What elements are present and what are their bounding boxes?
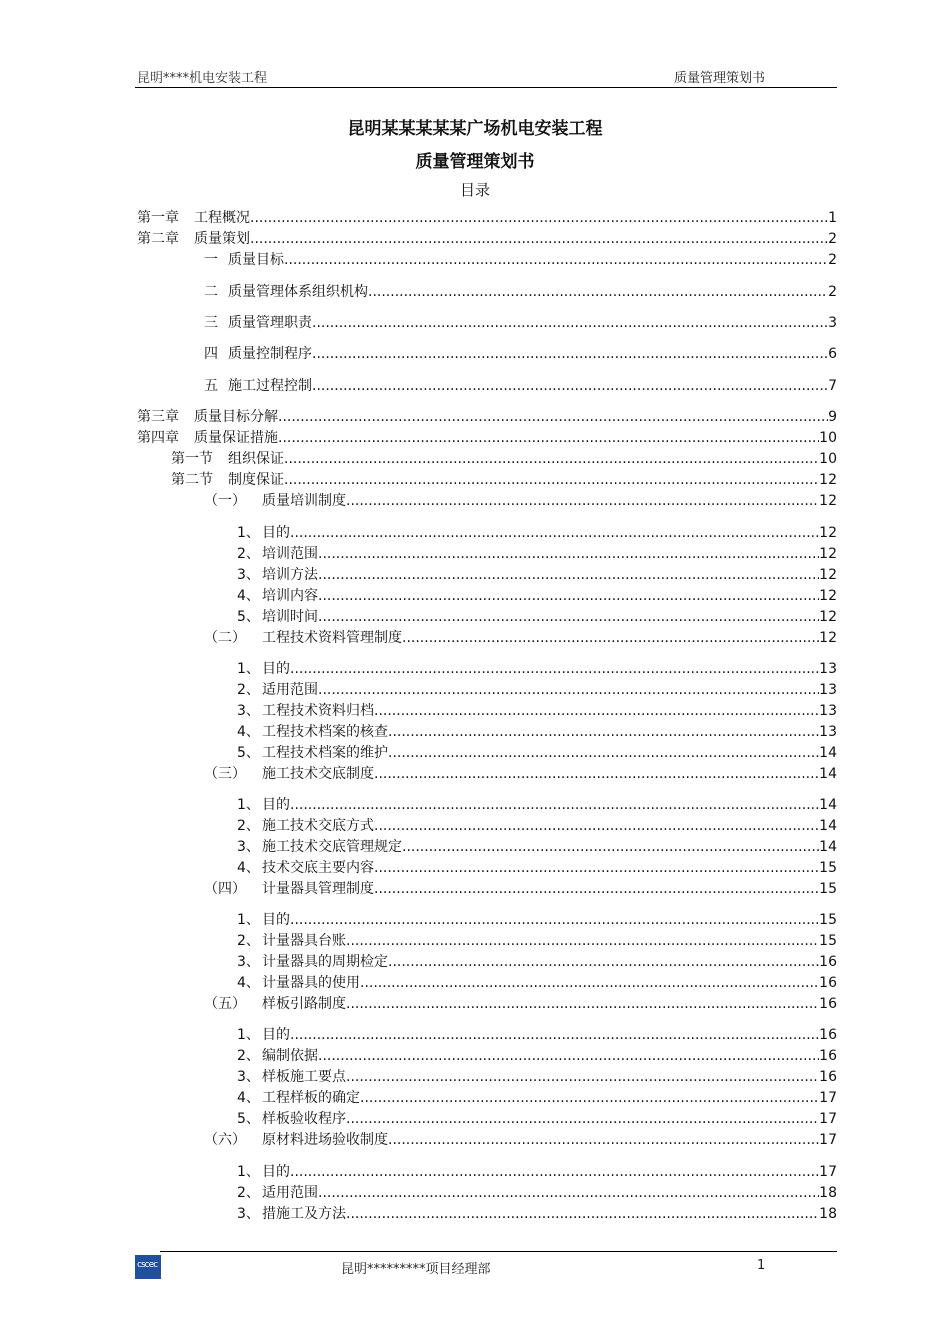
toc-entry[interactable]: [204, 376, 837, 396]
toc-entry-title: 适用范围: [262, 682, 318, 698]
toc-entry[interactable]: [204, 628, 837, 648]
toc-dot-leader: [284, 470, 819, 490]
toc-entry-number: 第三章: [137, 409, 179, 425]
toc-entry-page: 16: [819, 954, 837, 970]
toc-entry-title: 目的: [262, 912, 290, 928]
toc-dot-leader: [318, 680, 819, 700]
toc-entry[interactable]: [237, 701, 837, 721]
toc-entry-title: 工程技术资料归档: [262, 703, 374, 719]
toc-entry[interactable]: [237, 1183, 837, 1203]
toc-dot-leader: [346, 931, 819, 951]
toc-entry-number: 5、: [237, 745, 260, 761]
toc-entry[interactable]: [204, 344, 837, 364]
toc-entry-title: 技术交底主要内容: [262, 860, 374, 876]
toc-entry-title: 计量器具台账: [262, 933, 346, 949]
toc-entry[interactable]: [237, 544, 837, 564]
toc-entry-number: 2、: [237, 546, 260, 562]
toc-entry-title: 施工技术交底方式: [262, 818, 374, 834]
toc-entry-title: 原材料进场验收制度: [262, 1132, 388, 1148]
toc-entry[interactable]: [237, 1162, 837, 1182]
toc-entry-number: 第一节: [171, 451, 213, 467]
toc-entry-page: 14: [819, 745, 837, 761]
toc-entry-number: 一: [204, 252, 218, 268]
toc-entry[interactable]: [204, 879, 837, 899]
toc-entry-page: 2: [828, 284, 837, 300]
toc-entry-page: 12: [819, 567, 837, 583]
toc-entry-number: 2、: [237, 1185, 260, 1201]
toc-dot-leader: [318, 607, 819, 627]
toc-entry[interactable]: [237, 1025, 837, 1045]
toc-entry[interactable]: [237, 586, 837, 606]
toc-dot-leader: [250, 208, 828, 228]
toc-entry-title: 工程概况: [194, 210, 250, 226]
toc-entry[interactable]: [137, 229, 837, 249]
toc-entry-page: 1: [828, 210, 837, 226]
toc-entry[interactable]: [204, 994, 837, 1014]
toc-entry-page: 13: [819, 661, 837, 677]
toc-entry-title: 质量控制程序: [228, 346, 312, 362]
toc-heading: 目录: [459, 181, 490, 199]
toc-entry[interactable]: [237, 837, 837, 857]
toc-entry-page: 12: [819, 546, 837, 562]
toc-entry-number: 第二节: [171, 472, 213, 488]
toc-entry-page: 12: [819, 493, 837, 509]
toc-dot-leader: [290, 910, 819, 930]
toc-entry-page: 17: [819, 1164, 837, 1180]
toc-entry-number: 1、: [237, 912, 260, 928]
toc-entry-title: 质量目标分解: [194, 409, 278, 425]
toc-dot-leader: [402, 837, 819, 857]
toc-dot-leader: [312, 344, 828, 364]
toc-entry-title: 编制依据: [262, 1048, 318, 1064]
toc-entry-number: 三: [204, 315, 218, 331]
toc-entry-page: 14: [819, 766, 837, 782]
toc-entry-page: 15: [819, 912, 837, 928]
toc-entry-number: 3、: [237, 954, 260, 970]
toc-entry-title: 施工技术交底管理规定: [262, 839, 402, 855]
toc-entry[interactable]: [137, 208, 837, 228]
toc-entry-number: 第一章: [137, 210, 179, 226]
toc-dot-leader: [278, 407, 828, 427]
toc-entry-number: 五: [204, 378, 218, 394]
toc-entry-title: 质量目标: [228, 252, 284, 268]
toc-dot-leader: [388, 743, 819, 763]
toc-dot-leader: [374, 858, 819, 878]
toc-entry-page: 16: [819, 996, 837, 1012]
toc-entry-number: 四: [204, 346, 218, 362]
toc-entry-title: 措施工及方法: [262, 1206, 346, 1222]
toc-entry-title: 工程样板的确定: [262, 1090, 360, 1106]
footer-rule: [160, 1251, 837, 1252]
toc-entry-title: 目的: [262, 1027, 290, 1043]
toc-entry-number: 2、: [237, 818, 260, 834]
toc-dot-leader: [318, 586, 819, 606]
toc-entry-number: 二: [204, 284, 218, 300]
toc-entry-title: 质量保证措施: [194, 430, 278, 446]
toc-entry-title: 样板引路制度: [262, 996, 346, 1012]
toc-entry-page: 14: [819, 797, 837, 813]
toc-entry-page: 2: [828, 252, 837, 268]
toc-entry[interactable]: [237, 858, 837, 878]
toc-entry-number: （一）: [204, 493, 246, 509]
toc-entry[interactable]: [237, 659, 837, 679]
toc-entry-title: 质量管理职责: [228, 315, 312, 331]
toc-entry[interactable]: [237, 722, 837, 742]
toc-entry[interactable]: [237, 795, 837, 815]
toc-entry[interactable]: [237, 565, 837, 585]
toc-entry-page: 12: [819, 472, 837, 488]
toc-dot-leader: [284, 449, 819, 469]
header-left-text: 昆明****机电安装工程: [137, 71, 268, 86]
toc-entry-page: 16: [819, 1027, 837, 1043]
toc-entry-page: 15: [819, 881, 837, 897]
toc-dot-leader: [374, 701, 819, 721]
toc-entry-number: （四）: [204, 881, 246, 897]
toc-entry-title: 工程技术档案的维护: [262, 745, 388, 761]
toc-entry[interactable]: [204, 250, 837, 270]
toc-entry[interactable]: [171, 470, 837, 490]
toc-entry[interactable]: [237, 523, 837, 543]
toc-entry-page: 14: [819, 818, 837, 834]
footer-page-number: 1: [757, 1258, 766, 1273]
toc-entry[interactable]: [204, 313, 837, 333]
toc-entry-page: 16: [819, 1048, 837, 1064]
toc-dot-leader: [312, 376, 828, 396]
toc-entry-title: 培训时间: [262, 609, 318, 625]
toc-entry-number: 5、: [237, 609, 260, 625]
toc-dot-leader: [360, 973, 819, 993]
toc-entry-title: 样板验收程序: [262, 1111, 346, 1127]
toc-entry[interactable]: [237, 1088, 837, 1108]
toc-entry-number: 3、: [237, 703, 260, 719]
toc-dot-leader: [290, 659, 819, 679]
toc-entry-number: 3、: [237, 839, 260, 855]
toc-entry[interactable]: [204, 764, 837, 784]
toc-entry-page: 6: [828, 346, 837, 362]
toc-entry-number: 1、: [237, 797, 260, 813]
toc-dot-leader: [388, 1130, 819, 1150]
toc-entry-page: 13: [819, 703, 837, 719]
header-right-text: 质量管理策划书: [674, 71, 766, 86]
toc-entry[interactable]: [237, 816, 837, 836]
toc-dot-leader: [346, 1109, 819, 1129]
toc-entry-number: 1、: [237, 1164, 260, 1180]
toc-dot-leader: [402, 628, 819, 648]
toc-entry-page: 18: [819, 1185, 837, 1201]
toc-entry-title: 工程技术资料管理制度: [262, 630, 402, 646]
document-title: 昆明某某某某某广场机电安装工程: [347, 119, 603, 139]
toc-entry[interactable]: [204, 282, 837, 302]
toc-dot-leader: [388, 952, 819, 972]
toc-entry-number: 3、: [237, 1206, 260, 1222]
toc-entry-title: 质量策划: [194, 231, 250, 247]
toc-entry-page: 12: [819, 525, 837, 541]
toc-dot-leader: [318, 1046, 819, 1066]
toc-entry-title: 工程技术档案的核查: [262, 724, 388, 740]
toc-entry[interactable]: [237, 952, 837, 972]
toc-entry-number: 1、: [237, 661, 260, 677]
toc-entry-page: 15: [819, 933, 837, 949]
toc-entry-title: 施工过程控制: [228, 378, 312, 394]
toc-entry-title: 目的: [262, 1164, 290, 1180]
toc-dot-leader: [374, 879, 819, 899]
toc-entry-page: 12: [819, 630, 837, 646]
toc-entry-page: 15: [819, 860, 837, 876]
toc-dot-leader: [318, 1183, 819, 1203]
toc-dot-leader: [290, 795, 819, 815]
toc-entry-title: 计量器具的周期检定: [262, 954, 388, 970]
toc-entry-page: 14: [819, 839, 837, 855]
toc-entry[interactable]: [237, 1046, 837, 1066]
toc-entry-page: 12: [819, 609, 837, 625]
toc-entry-title: 适用范围: [262, 1185, 318, 1201]
toc-entry-number: 第四章: [137, 430, 179, 446]
toc-entry-number: 2、: [237, 1048, 260, 1064]
toc-dot-leader: [318, 544, 819, 564]
toc-dot-leader: [250, 229, 828, 249]
toc-dot-leader: [346, 491, 819, 511]
toc-dot-leader: [312, 313, 828, 333]
toc-entry-title: 质量管理体系组织机构: [228, 284, 368, 300]
document-subtitle: 质量管理策划书: [415, 152, 535, 172]
toc-entry-title: 样板施工要点: [262, 1069, 346, 1085]
toc-entry-page: 13: [819, 682, 837, 698]
toc-entry-number: 第二章: [137, 231, 179, 247]
toc-entry-number: （三）: [204, 766, 246, 782]
toc-dot-leader: [368, 282, 828, 302]
toc-entry-number: 1、: [237, 525, 260, 541]
toc-dot-leader: [346, 994, 819, 1014]
toc-entry[interactable]: [204, 1130, 837, 1150]
toc-entry-page: 13: [819, 724, 837, 740]
toc-entry-title: 施工技术交底制度: [262, 766, 374, 782]
toc-dot-leader: [278, 428, 819, 448]
toc-dot-leader: [284, 250, 828, 270]
toc-entry-number: （二）: [204, 630, 246, 646]
toc-dot-leader: [346, 1204, 819, 1224]
toc-entry[interactable]: [137, 428, 837, 448]
toc-entry-page: 18: [819, 1206, 837, 1222]
toc-entry-title: 目的: [262, 797, 290, 813]
toc-entry[interactable]: [237, 973, 837, 993]
toc-entry-number: 4、: [237, 975, 260, 991]
toc-entry-page: 17: [819, 1111, 837, 1127]
toc-entry-page: 2: [828, 231, 837, 247]
toc-entry-number: 4、: [237, 588, 260, 604]
toc-entry-number: （五）: [204, 996, 246, 1012]
toc-entry[interactable]: [237, 1204, 837, 1224]
toc-entry[interactable]: [237, 1109, 837, 1129]
toc-dot-leader: [388, 722, 819, 742]
toc-entry[interactable]: [204, 491, 837, 511]
toc-entry-title: 制度保证: [228, 472, 284, 488]
toc-entry[interactable]: [137, 407, 837, 427]
company-logo-icon: cscec: [135, 1255, 161, 1279]
toc-dot-leader: [360, 1088, 819, 1108]
toc-entry[interactable]: [237, 1067, 837, 1087]
toc-entry-page: 9: [828, 409, 837, 425]
toc-entry-number: （六）: [204, 1132, 246, 1148]
toc-dot-leader: [290, 523, 819, 543]
toc-entry-title: 培训范围: [262, 546, 318, 562]
toc-entry-page: 12: [819, 588, 837, 604]
toc-entry-title: 培训内容: [262, 588, 318, 604]
toc-entry-number: 4、: [237, 1090, 260, 1106]
toc-entry-number: 1、: [237, 1027, 260, 1043]
toc-entry-number: 2、: [237, 933, 260, 949]
toc-entry-title: 组织保证: [228, 451, 284, 467]
toc-dot-leader: [374, 764, 819, 784]
toc-entry-page: 16: [819, 975, 837, 991]
toc-dot-leader: [290, 1025, 819, 1045]
toc-entry-title: 目的: [262, 661, 290, 677]
footer-center-text: 昆明*********项目经理部: [341, 1262, 491, 1277]
toc-dot-leader: [318, 565, 819, 585]
toc-entry[interactable]: [171, 449, 837, 469]
toc-entry-number: 4、: [237, 860, 260, 876]
toc-entry-page: 10: [819, 430, 837, 446]
toc-entry[interactable]: [237, 931, 837, 951]
toc-entry-title: 目的: [262, 525, 290, 541]
toc-entry-title: 计量器具管理制度: [262, 881, 374, 897]
toc-entry-title: 计量器具的使用: [262, 975, 360, 991]
toc-entry-page: 7: [828, 378, 837, 394]
toc-entry-number: 5、: [237, 1111, 260, 1127]
toc-entry-number: 2、: [237, 682, 260, 698]
toc-entry-page: 10: [819, 451, 837, 467]
toc-entry-page: 17: [819, 1090, 837, 1106]
toc-dot-leader: [290, 1162, 819, 1182]
toc-dot-leader: [346, 1067, 819, 1087]
toc-entry-number: 3、: [237, 1069, 260, 1085]
toc-entry[interactable]: [237, 910, 837, 930]
toc-entry[interactable]: [237, 607, 837, 627]
toc-entry-number: 3、: [237, 567, 260, 583]
toc-entry-page: 17: [819, 1132, 837, 1148]
toc-dot-leader: [374, 816, 819, 836]
toc-entry-page: 3: [828, 315, 837, 331]
toc-entry[interactable]: [237, 743, 837, 763]
toc-entry-number: 4、: [237, 724, 260, 740]
toc-entry-title: 质量培训制度: [262, 493, 346, 509]
toc-entry[interactable]: [237, 680, 837, 700]
toc-entry-page: 16: [819, 1069, 837, 1085]
toc-entry-title: 培训方法: [262, 567, 318, 583]
